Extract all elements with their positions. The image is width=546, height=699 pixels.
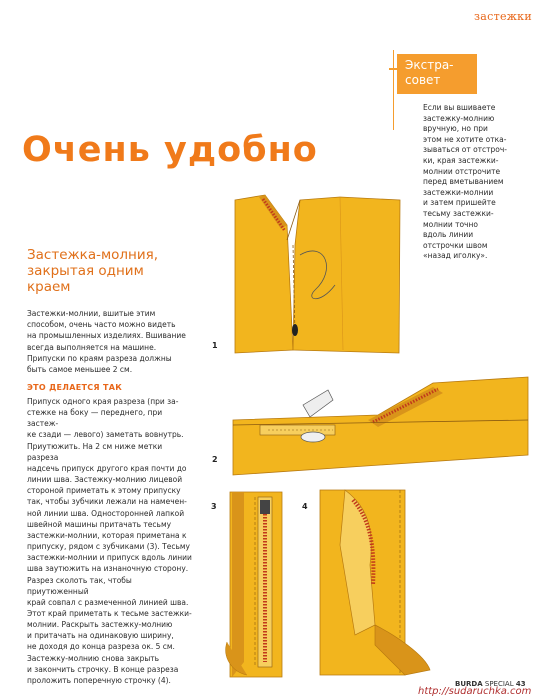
body-line: стороной приметать к этому припуску xyxy=(27,486,181,496)
tip-line: зываться от отстроч- xyxy=(423,145,508,155)
tip-line: вручную, но при xyxy=(423,124,488,134)
body-line: Этот край приметать к тесьме застежки- xyxy=(27,608,192,618)
tip-line: Если вы вшиваете xyxy=(423,103,496,112)
tip-line: застежку-молнию xyxy=(423,113,495,123)
figure-4-illustration xyxy=(315,485,435,675)
figure-1-illustration xyxy=(225,185,405,360)
intro-line: способом, очень часто можно видеть xyxy=(27,320,176,330)
body-line: застежки-молнии, которая приметана к xyxy=(27,530,187,540)
figure-3-illustration xyxy=(222,492,297,677)
tip-title-box xyxy=(397,54,477,94)
body-line: молнии. Раскрыть застежку-молнию xyxy=(27,620,173,630)
body-line: швейной машины притачать тесьму xyxy=(27,519,172,529)
subtitle-line: закрытая одним xyxy=(27,263,144,279)
tip-text xyxy=(423,103,521,262)
tip-rule xyxy=(393,50,394,130)
section-tag: застежки xyxy=(473,10,532,23)
tip-line: молнии точно xyxy=(423,219,478,229)
body-line: и притачать на одинаковую ширину, xyxy=(27,631,174,641)
intro-line: Припуски по краям разреза должны xyxy=(27,353,172,363)
tip-line: вдоль линии xyxy=(423,230,474,240)
body-line: и закончить строчку. В конце разреза xyxy=(27,664,179,674)
tip-line: отстрочки швом xyxy=(423,240,488,250)
howto-heading: ЭТО ДЕЛАЕТСЯ ТАК xyxy=(27,383,123,392)
body-line: ке сзади — левого) заметать вовнутрь. xyxy=(27,430,184,440)
footer-page-number: 43 xyxy=(515,680,526,688)
tip-line: застежки-молнии xyxy=(423,187,494,197)
body-line: ной линии шва. Односторонней лапкой xyxy=(27,508,185,518)
intro-text xyxy=(27,308,197,375)
figure-3-label: 3 xyxy=(211,502,217,511)
intro-line: на промышленных изделиях. Вшивание xyxy=(27,331,186,341)
intro-line: быть самое меньшее 2 см. xyxy=(27,365,133,375)
tip-line: «назад иголку». xyxy=(423,251,488,261)
tip-line: ки, края застежки- xyxy=(423,155,499,165)
body-line: шва заутюжить на изнаночную сторону. xyxy=(27,564,189,574)
tip-line: этом не хотите отка- xyxy=(423,134,507,144)
figure-4-label: 4 xyxy=(302,502,308,511)
body-line: Припуск одного края разреза (при за- xyxy=(27,397,179,406)
article-subtitle xyxy=(27,247,197,295)
intro-line: Застежки-молнии, вшитые этим xyxy=(27,309,156,318)
body-line: край совпал с размеченной линией шва. xyxy=(27,597,189,607)
body-line: надсечь припуск другого края почти до xyxy=(27,463,187,473)
page-title: Очень удобно xyxy=(22,130,318,170)
footer-brand: BURDA xyxy=(455,680,483,688)
tip-line: и затем пришейте xyxy=(423,198,496,208)
body-line: так, чтобы зубчики лежали на намечен- xyxy=(27,497,187,507)
tip-line: тесьму застежки- xyxy=(423,208,494,218)
body-line: Застежку-молнию снова закрыть xyxy=(27,653,160,663)
body-text xyxy=(27,396,195,686)
body-line: застежки-молнии и припуск вдоль линии xyxy=(27,553,192,563)
body-line: припуску, рядом с зубчиками (3). Тесьму xyxy=(27,542,190,552)
watermark: http://sudaruchka.com xyxy=(418,686,532,697)
body-line: проложить поперечную строчку (4). xyxy=(27,675,171,685)
body-line: стежке на боку — переднего, при застеж- xyxy=(27,408,163,429)
subtitle-line: Застежка-молния, xyxy=(27,247,159,263)
body-line: не доходя до конца разреза ок. 5 см. xyxy=(27,642,175,652)
intro-line: всегда выполняется на машине. xyxy=(27,342,157,352)
tip-title-line2: совет xyxy=(405,73,441,87)
body-line: линии шва. Застежку-молнию лицевой xyxy=(27,475,183,485)
subtitle-line: краем xyxy=(27,279,71,295)
figure-1-label: 1 xyxy=(212,341,218,350)
footer-edition: SPECIAL xyxy=(484,680,514,688)
body-line: Приутюжить. На 2 см ниже метки разреза xyxy=(27,441,163,462)
tip-line: перед вметыванием xyxy=(423,177,504,187)
figure-2-label: 2 xyxy=(212,455,218,464)
tip-line: молнии отстрочите xyxy=(423,166,501,176)
figure-2-illustration xyxy=(228,375,528,485)
tip-title-line1: Экстра- xyxy=(405,58,454,72)
body-line: Разрез сколоть так, чтобы приутюженный xyxy=(27,575,132,596)
